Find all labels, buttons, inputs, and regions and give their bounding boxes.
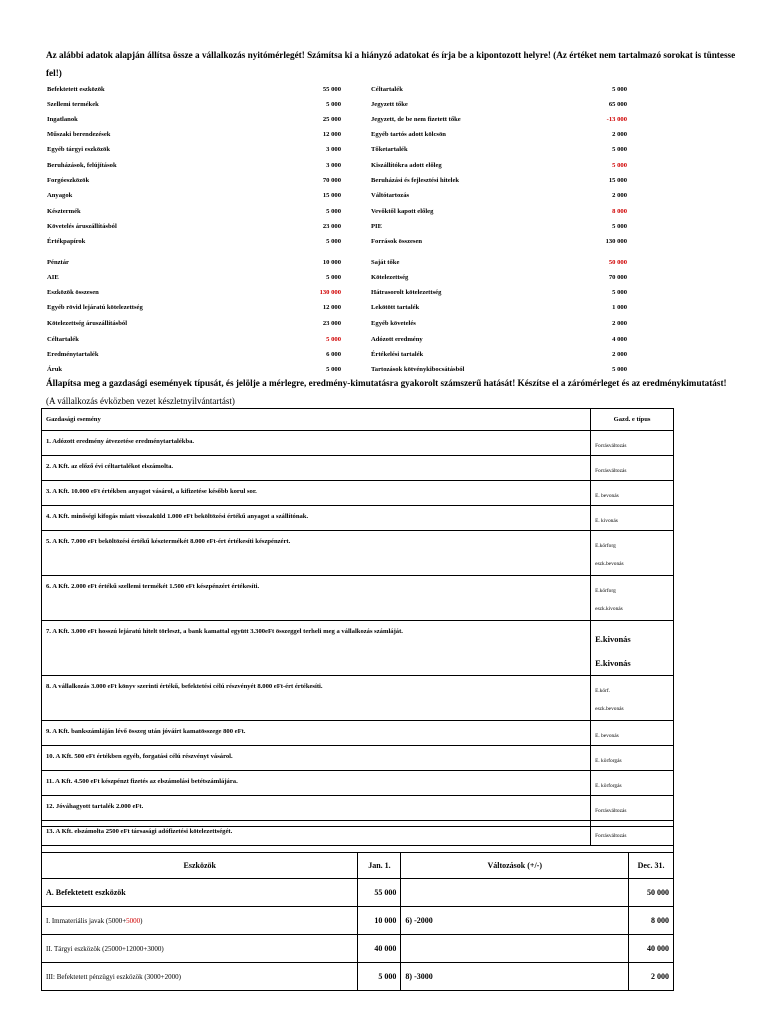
right-item-label: Beruházási és fejlesztési hitelek [371, 177, 460, 184]
left-item-label: Befektetett eszközök [47, 86, 105, 93]
left-item-label: Forgóeszközök [47, 177, 90, 184]
left-item-row [47, 112, 341, 127]
event-description: 13. A Kft. elszámolta 2500 eFt társasági adófizetési kötelezettségét. [42, 821, 591, 846]
balance-row-dec: 40 000 [629, 935, 674, 963]
left-item-row [47, 142, 341, 157]
right-item-value: 5 000 [612, 146, 627, 153]
balance-row-dec: 8 000 [629, 907, 674, 935]
left-item-value: 70 000 [322, 177, 341, 184]
event-type [591, 721, 674, 746]
right-item-row [371, 316, 627, 331]
event-type-primary: E. körforgás [595, 758, 622, 764]
event-type [591, 431, 674, 456]
balance-row-label: III: Befektetett pénzügyi eszközök (3000+2000) [42, 963, 358, 991]
event-type-primary: Forrásváltozás [595, 833, 627, 839]
event-description: 10. A Kft. 500 eFt értékben egyéb, forgatási célú részvényt vásárol. [42, 746, 591, 771]
task-instruction: Állapítsa meg a gazdasági események típusát, és jelölje a mérlegre, eredmény-kimutatásra gyakorolt számszerű hatását! Készítse el a zárómérleget és az eredménykimutatást! [46, 378, 727, 388]
right-item-value: 15 000 [608, 177, 627, 184]
event-row [42, 456, 674, 481]
left-item-row [47, 316, 341, 331]
balance-row-jan: 55 000 [358, 879, 401, 907]
event-type [591, 531, 674, 576]
left-item-label: Eredménytartalék [47, 351, 99, 358]
left-item-row [47, 188, 341, 203]
event-row [42, 746, 674, 771]
right-item-value: 5 000 [612, 223, 627, 230]
events-header-event: Gazdasági esemény [42, 409, 591, 431]
left-item-label: Értékpapírok [47, 238, 86, 245]
left-item-label: Követelés áruszállításból [47, 223, 117, 230]
event-row [42, 676, 674, 721]
left-item-row [47, 285, 341, 300]
event-type [591, 576, 674, 621]
event-type-primary: Forrásváltozás [595, 443, 627, 449]
right-item-label: Váltótartozás [371, 192, 410, 199]
event-type [591, 746, 674, 771]
event-description: 8. A vállalkozás 3.000 eFt könyv szerinti értékű, befektetési célú részvényét 8.000 eFt-ért értékesíti. [42, 676, 591, 721]
left-item-label: Céltartalék [47, 336, 79, 343]
balance-row-dec: 50 000 [629, 879, 674, 907]
events-header-type: Gazd. e típus [591, 409, 674, 431]
right-item-label: Céltartalék [371, 86, 403, 93]
bs-header-assets: Eszközök [42, 853, 358, 879]
left-item-label: Kötelezettség áruszállításból [47, 320, 128, 327]
right-item-row [371, 127, 627, 142]
balance-row-jan: 10 000 [358, 907, 401, 935]
left-item-row [47, 97, 341, 112]
right-item-row [371, 255, 627, 270]
event-row [42, 431, 674, 456]
event-description: 3. A Kft. 10.000 eFt értékben anyagot vásárol, a kifizetése később korul sor. [42, 481, 591, 506]
right-item-value: 5 000 [612, 86, 627, 93]
left-item-row [47, 347, 341, 362]
event-type-primary: Forrásváltozás [595, 468, 627, 474]
balance-row [42, 935, 674, 963]
right-item-value: 5 000 [612, 162, 627, 169]
events-table [41, 408, 674, 846]
left-item-row [47, 270, 341, 285]
right-item-label: Jegyzett tőke [371, 101, 408, 108]
balance-row-jan: 5 000 [358, 963, 401, 991]
event-type-primary: E. körforgás [595, 783, 622, 789]
event-type-secondary: eszk.bevonás [595, 706, 624, 712]
right-item-value: 2 000 [612, 351, 627, 358]
right-item-value: 2 000 [612, 192, 627, 199]
right-item-row [371, 158, 627, 173]
right-item-row [371, 270, 627, 285]
right-item-row [371, 82, 627, 97]
event-type [591, 481, 674, 506]
event-description: 12. Jóváhagyott tartalék 2.000 eFt. [42, 796, 591, 821]
balance-row-label-highlight: 5000 [126, 916, 141, 925]
left-item-label: Egyéb tárgyi eszközök [47, 146, 111, 153]
bs-header-changes: Változások (+/-) [401, 853, 629, 879]
left-item-label: Szellemi termékek [47, 101, 99, 108]
event-row [42, 621, 674, 676]
right-item-row [371, 362, 627, 377]
left-item-value: 10 000 [322, 259, 341, 266]
left-item-value: 5 000 [326, 101, 341, 108]
right-item-label: Vevőktől kapott előleg [371, 208, 434, 215]
right-item-row [371, 188, 627, 203]
right-item-value: 5 000 [612, 366, 627, 373]
left-item-value: 6 000 [326, 351, 341, 358]
left-item-row [47, 255, 341, 270]
bs-header-jan: Jan. 1. [358, 853, 401, 879]
event-description: 5. A Kft. 7.000 eFt beköltözési értékű késztermékét 8.000 eFt-ért értékesíti készpénzért. [42, 531, 591, 576]
left-item-row [47, 82, 341, 97]
left-item-row [47, 173, 341, 188]
left-item-label: Beruházások, felújítások [47, 162, 117, 169]
balance-row-label: I. Immateriális javak (5000+5000) [42, 907, 358, 935]
event-row [42, 506, 674, 531]
right-item-value: 8 000 [612, 208, 627, 215]
bs-header-dec: Dec. 31. [629, 853, 674, 879]
left-item-label: Egyéb rövid lejáratú kötelezettség [47, 304, 143, 311]
left-item-value: 15 000 [322, 192, 341, 199]
balance-row-jan: 40 000 [358, 935, 401, 963]
right-item-value: 1 000 [612, 304, 627, 311]
right-item-value: 2 000 [612, 320, 627, 327]
left-item-value: 130 000 [319, 289, 341, 296]
event-description: 11. A Kft. 4.500 eFt készpénzt fizetés az elszámolási betétszámlájára. [42, 771, 591, 796]
right-item-value: 2 000 [612, 131, 627, 138]
right-item-label: Adózott eredmény [371, 336, 423, 343]
left-item-value: 12 000 [322, 304, 341, 311]
right-item-row [371, 173, 627, 188]
event-row [42, 721, 674, 746]
balance-sheet-table [41, 826, 674, 991]
event-type [591, 621, 674, 676]
event-type-secondary: eszk.bevonás [595, 561, 624, 567]
left-item-row [47, 204, 341, 219]
event-description: 9. A Kft. bankszámláján lévő összeg után jóváírt kamatösszege 800 eFt. [42, 721, 591, 746]
balance-row-change: 8) -3000 [401, 963, 629, 991]
balance-row-change [401, 879, 629, 907]
right-item-row [371, 234, 627, 249]
event-type-primary: E.kivonás [595, 634, 631, 644]
event-type-primary: E. bevonás [595, 733, 619, 739]
left-item-value: 23 000 [322, 223, 341, 230]
event-type-primary: E. bevonás [595, 493, 619, 499]
balance-row-label: II. Tárgyi eszközök (25000+12000+3000) [42, 935, 358, 963]
event-row [42, 481, 674, 506]
event-type-primary: Forrásváltozás [595, 808, 627, 814]
balance-row-dec: 2 000 [629, 963, 674, 991]
event-description: 7. A Kft. 3.000 eFt hosszú lejáratú hitelt törleszt, a bank kamattal együtt 3.300eFt összeggel terheli meg a vállalkozás számláját. [42, 621, 591, 676]
right-item-value: 65 000 [608, 101, 627, 108]
left-item-value: 5 000 [326, 238, 341, 245]
left-item-row [47, 234, 341, 249]
left-item-value: 5 000 [326, 366, 341, 373]
event-row [42, 771, 674, 796]
right-item-label: Egyéb követelés [371, 320, 416, 327]
event-row [42, 576, 674, 621]
event-type [591, 506, 674, 531]
left-item-row [47, 219, 341, 234]
right-item-label: Saját tőke [371, 259, 400, 266]
balance-row-change: 6) -2000 [401, 907, 629, 935]
left-item-label: Anyagok [47, 192, 73, 199]
event-type [591, 676, 674, 721]
event-type-secondary: eszk.kivonás [595, 606, 623, 612]
left-item-value: 3 000 [326, 146, 341, 153]
balance-row [42, 963, 674, 991]
balance-row-label: A. Befektetett eszközök [42, 879, 358, 907]
right-item-value: 70 000 [608, 274, 627, 281]
right-item-label: Lekötött tartalék [371, 304, 420, 311]
right-item-value: -13 000 [606, 116, 627, 123]
event-type [591, 456, 674, 481]
right-item-row [371, 97, 627, 112]
right-item-label: Tőketartalék [371, 146, 408, 153]
left-item-value: 12 000 [322, 131, 341, 138]
left-item-label: Pénztár [47, 259, 69, 266]
right-item-label: Jegyzett, de be nem fizetett tőke [371, 116, 461, 123]
left-item-row [47, 127, 341, 142]
balance-sheet-spacer [42, 827, 674, 853]
right-item-label: Hátrasorolt kötelezettség [371, 289, 442, 296]
task-subnote: (A vállalkozás évközben vezet készletnyilvántartást) [46, 396, 235, 406]
left-item-label: Eszközök összesen [47, 289, 99, 296]
left-item-row [47, 362, 341, 377]
left-item-label: Késztermék [47, 208, 81, 215]
left-item-label: Áruk [47, 366, 63, 373]
right-item-row [371, 332, 627, 347]
right-item-row [371, 347, 627, 362]
left-item-value: 55 000 [322, 86, 341, 93]
left-item-value: 23 000 [322, 320, 341, 327]
event-type [591, 771, 674, 796]
balance-row-change [401, 935, 629, 963]
event-type-primary: E.körforg [595, 543, 616, 549]
event-type-secondary: E.kivonás [595, 658, 631, 668]
event-description: 1. Adózott eredmény átvezetése eredménytartalékba. [42, 431, 591, 456]
right-item-row [371, 112, 627, 127]
event-description: 4. A Kft. minőségi kifogás miatt visszaküld 1.000 eFt beköltözési értékű anyagot a szállítónak. [42, 506, 591, 531]
left-item-label: Ingatlanok [47, 116, 78, 123]
event-row [42, 796, 674, 821]
left-item-value: 5 000 [326, 336, 341, 343]
left-item-value: 5 000 [326, 274, 341, 281]
event-description: 6. A Kft. 2.000 eFt értékű szellemi termékét 1.500 eFt készpénzért értékesíti. [42, 576, 591, 621]
right-item-label: Egyéb tartós adott kölcsön [371, 131, 446, 138]
right-item-row [371, 204, 627, 219]
right-item-row [371, 285, 627, 300]
left-item-row [47, 300, 341, 315]
right-item-label: Értékelési tartalék [371, 351, 424, 358]
left-item-value: 5 000 [326, 208, 341, 215]
right-item-value: 130 000 [605, 238, 627, 245]
event-type-primary: E.körforg [595, 588, 616, 594]
right-item-value: 5 000 [612, 289, 627, 296]
event-description: 2. A Kft. az előző évi céltartalékot elszámolta. [42, 456, 591, 481]
event-row [42, 531, 674, 576]
right-item-label: Tartozások kötvénykibocsátásból [371, 366, 465, 373]
right-item-row [371, 300, 627, 315]
left-item-value: 3 000 [326, 162, 341, 169]
right-item-label: Kötelezettség [371, 274, 409, 281]
right-item-value: 50 000 [608, 259, 627, 266]
left-item-value: 25 000 [322, 116, 341, 123]
balance-row [42, 907, 674, 935]
event-type [591, 796, 674, 821]
right-item-label: PIE [371, 223, 382, 230]
event-type-primary: E. kivonás [595, 518, 618, 524]
balance-row [42, 879, 674, 907]
left-item-label: Műszaki berendezések [47, 131, 111, 138]
right-item-value: 4 000 [612, 336, 627, 343]
event-type-primary: E.körf. [595, 688, 611, 694]
left-item-row [47, 158, 341, 173]
right-item-row [371, 219, 627, 234]
right-item-row [371, 142, 627, 157]
left-item-row [47, 332, 341, 347]
right-item-label: Források összesen [371, 238, 423, 245]
right-item-label: Kiszállítókra adott előleg [371, 162, 442, 169]
intro-instruction: Az alábbi adatok alapján állítsa össze a vállalkozás nyitómérlegét! Számítsa ki a hiányzó adatokat és írja be a kipontozott helyre! (Az értéket nem tartalmazó sorokat is tüntesse fel!) [46, 50, 736, 78]
left-item-label: AIE [47, 274, 59, 281]
